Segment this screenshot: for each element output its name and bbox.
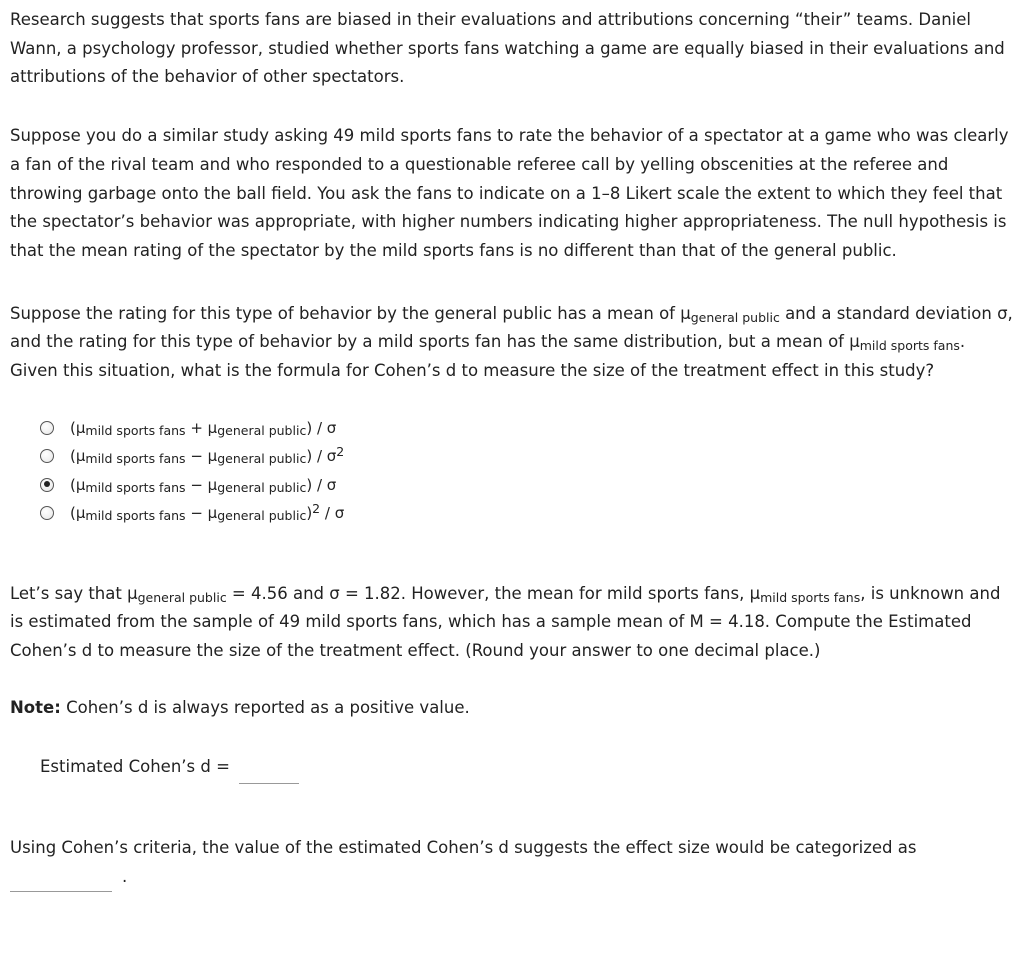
- formula-option-3[interactable]: [40, 471, 1014, 500]
- mu-symbol: μ: [127, 583, 138, 603]
- subscript-mild-sports-fans: mild sports fans: [760, 589, 861, 605]
- subscript-mild-sports-fans: mild sports fans: [859, 338, 960, 354]
- text-segment: . Given this situation, what is the formula for Cohen’s d to measure the size of the treatment effect in this study?: [10, 332, 966, 381]
- text-segment: = 4.56 and σ = 1.82. However, the mean for mild sports fans,: [226, 583, 750, 603]
- text-segment: Let’s say that: [10, 583, 128, 603]
- estimated-cohens-d-row: [10, 753, 1014, 785]
- formula-option-1[interactable]: [40, 414, 1014, 443]
- note-label: Note:: [10, 697, 61, 717]
- option-label: $(\mu_{mild sports fans} + \mu_{general public}) / \sigma$: [70, 418, 337, 438]
- mu-symbol: μ: [680, 303, 691, 323]
- note-paragraph: [10, 694, 1014, 723]
- option-label: $(\mu_{mild sports fans} - \mu_{general public}) / \sigma$: [70, 475, 337, 495]
- subscript-general-public: general public: [690, 309, 780, 325]
- estimated-cohens-d-label: Estimated Cohen’s d =: [40, 756, 230, 776]
- radio-button-selected[interactable]: [40, 478, 54, 492]
- effect-size-question-text: Using Cohen’s criteria, the value of the estimated Cohen’s d suggests the effect size would be categorized as: [10, 838, 917, 858]
- text-segment: , is unknown and is estimated from the sample of 49 mild sports fans, which has a sample mean of M = 4.18. Compute the Estimated Cohen’s d to measure the size of the treatment effect. (Round your answer to one decimal place.): [10, 583, 1001, 661]
- radio-button[interactable]: [40, 506, 54, 520]
- effect-size-dropdown[interactable]: [10, 869, 112, 892]
- formula-options: [40, 414, 1014, 528]
- formula-option-2[interactable]: [40, 442, 1014, 471]
- option-label: $(\mu_{mild sports fans} - \mu_{general public}) / \sigma^2$: [70, 444, 345, 467]
- text-segment: Suppose the rating for this type of behavior by the general public has a mean of: [10, 303, 681, 323]
- radio-button[interactable]: [40, 421, 54, 435]
- radio-button[interactable]: [40, 449, 54, 463]
- intro-paragraph: Research suggests that sports fans are biased in their evaluations and attributions concerning “their” teams. Daniel Wann, a psychology professor, studied whether sports fans watching a game are equally biased in their evaluations and attributions of the behavior of other spectators.: [10, 10, 1005, 87]
- study-paragraph: Suppose you do a similar study asking 49 mild sports fans to rate the behavior of a spectator at a game who was clearly a fan of the rival team and who responded to a questionable referee call by yelling obscenities at the referee and throwing garbage onto the ball field. You ask the fans to indicate on a 1–8 Likert scale the extent to which they feel that the spectator’s behavior was appropriate, with higher numbers indicating higher appropriateness. The null hypothesis is that the mean rating of the spectator by the mild sports fans is no different than that of the general public.: [10, 126, 1009, 260]
- effect-size-question: [10, 834, 1014, 892]
- formula-question-paragraph: [10, 300, 1014, 386]
- note-text: Cohen’s d is always reported as a positive value.: [60, 697, 470, 717]
- estimated-cohens-d-input[interactable]: [239, 763, 299, 784]
- period: .: [122, 867, 128, 887]
- formula-option-4[interactable]: [40, 499, 1014, 528]
- text-segment: and a standard deviation σ, and the rating for this type of behavior by a mild sports fan has the same distribution, but a mean of: [10, 303, 1013, 352]
- subscript-general-public: general public: [137, 589, 227, 605]
- mu-symbol: μ: [749, 583, 761, 603]
- option-label: $(\mu_{mild sports fans} - \mu_{general public})^2 / \sigma$: [70, 501, 345, 524]
- compute-paragraph: [10, 580, 1014, 666]
- mu-symbol: μ: [849, 332, 860, 352]
